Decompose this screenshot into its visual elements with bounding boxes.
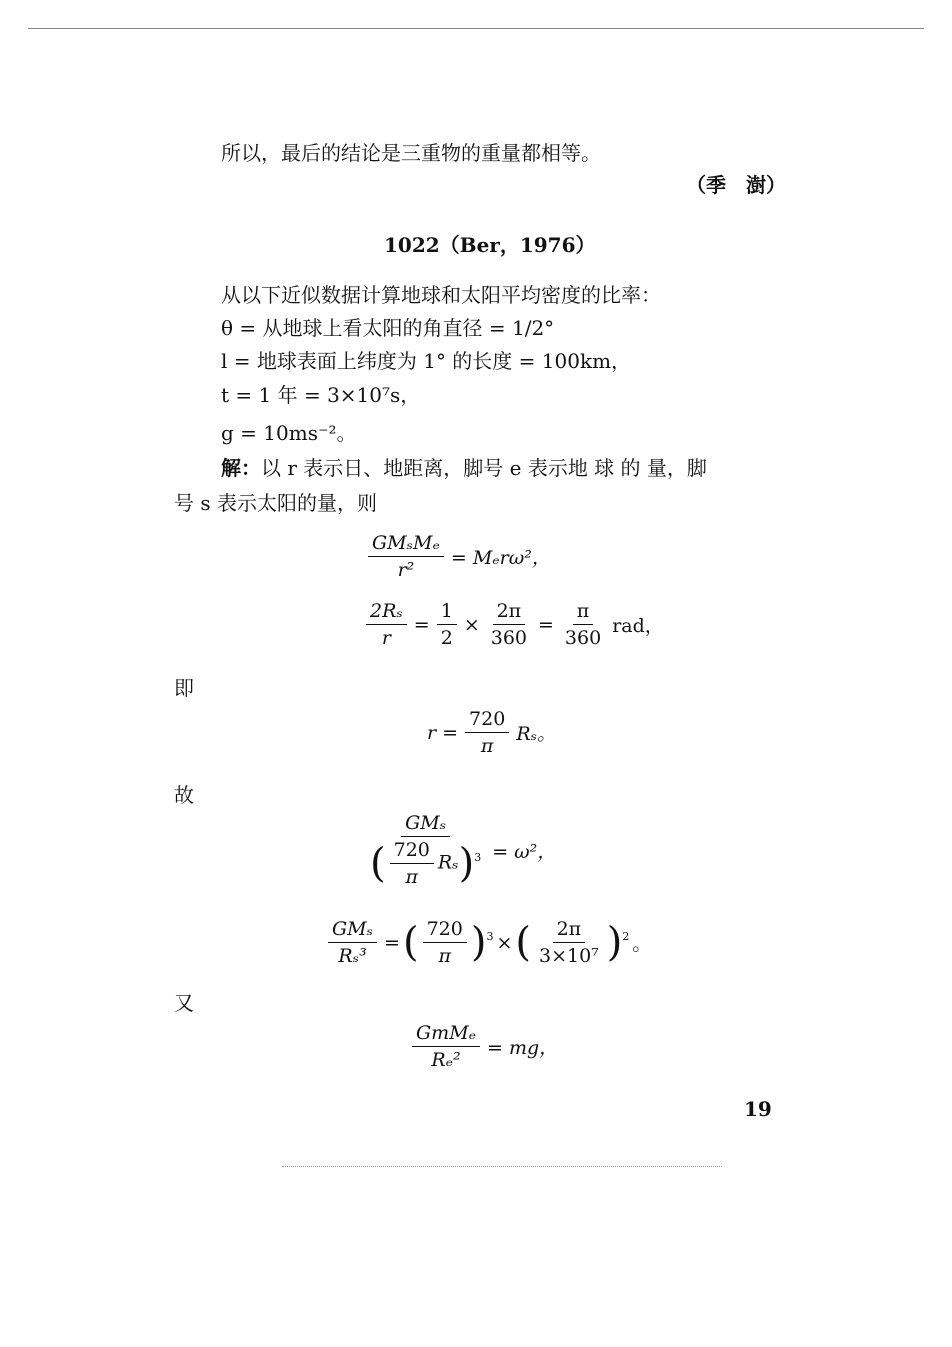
- given-theta: θ = 从地球上看太阳的角直径 = 1/2°: [221, 316, 555, 340]
- eq4-power: 3: [474, 851, 482, 865]
- eq2-den3: 360: [490, 627, 527, 649]
- eq4-inner-den: π: [405, 866, 418, 888]
- eq4-rhs: = ω²，: [492, 840, 557, 863]
- solution-line-2: 号 s 表示太阳的量，则: [174, 491, 377, 515]
- eq3-num: 720: [465, 708, 509, 733]
- equation-1: [364, 532, 554, 581]
- eq4-inner-num: 720: [390, 839, 434, 864]
- eq5-den3: 3×10⁷: [538, 945, 599, 967]
- author-credit: （季 澍）: [686, 173, 786, 197]
- word-gu: 故: [174, 783, 194, 807]
- eq6-num: GmMₑ: [412, 1022, 480, 1047]
- eq4-inner-tail: Rₛ: [437, 851, 459, 874]
- eq5-num2: 720: [423, 918, 467, 943]
- eq5-num: GMₛ: [328, 918, 377, 943]
- solution-label: 解：: [221, 456, 261, 480]
- equation-4: GMₛ ( $\frac{720}{\pi}$ Rₛ)$^3$ = ω²，: [370, 812, 557, 888]
- top-rule: [28, 28, 924, 29]
- problem-intro: 从以下近似数据计算地球和太阳平均密度的比率：: [221, 283, 661, 307]
- eq2-num2: 1: [437, 600, 457, 625]
- problem-header: 1022（Ber，1976）: [384, 233, 596, 257]
- equation-6: [408, 1022, 561, 1071]
- eq2-num3: 2π: [493, 600, 526, 625]
- equation-2: $\frac{\text{2Rₛ}}{r}$ = $\frac{1}{2}$ × $\frac{2\pi}{360}$ = $\frac{\pi}{360}$ rad，: [362, 600, 667, 649]
- eq2-den2: 2: [440, 627, 453, 649]
- eq3-tail: Rₛ。: [516, 723, 557, 745]
- eq3-den: π: [480, 735, 494, 757]
- eq5-tail: 。: [632, 933, 652, 955]
- equation-5: $\frac{\text{GMₛ}}{\text{Rₛ³}}$ =( $\frac{720}{\pi}$ )$^3$ ×( $\frac{2\pi}{\text{3×10⁷}}$ )$^2$ 。: [324, 918, 654, 967]
- eq4-num: GMₛ: [401, 812, 450, 837]
- eq2-num4: π: [573, 600, 594, 625]
- given-gravity: g = 10ms⁻²。: [221, 421, 357, 445]
- eq6-den: Rₑ²: [431, 1049, 461, 1071]
- equation-3: [424, 708, 559, 757]
- eq6-rhs: = mg，: [487, 1037, 559, 1059]
- eq3-lhs: r =: [427, 721, 459, 744]
- eq1-denominator: r²: [397, 559, 415, 581]
- given-time: t = 1 年 = 3×10⁷s，: [221, 383, 421, 407]
- word-ji: 即: [174, 676, 194, 700]
- eq5-power1: 3: [486, 930, 494, 944]
- eq2-den1: r: [381, 627, 391, 649]
- scan-artifact-line: [282, 1166, 722, 1167]
- eq5-den: Rₛ³: [338, 945, 367, 967]
- eq2-num1: 2Rₛ: [366, 600, 407, 625]
- eq1-rhs: = Mₑrω²，: [450, 547, 551, 569]
- eq2-den4: 360: [564, 627, 602, 649]
- solution-text-1: 以 r 表示日、地距离，脚号 e 表示地 球 的 量，脚: [261, 456, 707, 480]
- eq1-numerator: GMₛMₑ: [368, 532, 444, 557]
- eq5-den2: π: [438, 945, 451, 967]
- eq5-power2: 2: [622, 930, 630, 944]
- eq5-num3: 2π: [553, 918, 586, 943]
- page-number: 19: [744, 1097, 772, 1121]
- solution-line-1: [221, 455, 707, 481]
- conclusion-line: 所以，最后的结论是三重物的重量都相等。: [221, 141, 601, 165]
- given-length: l = 地球表面上纬度为 1° 的长度 = 100km，: [221, 349, 632, 373]
- eq2-tail: rad，: [612, 615, 664, 637]
- word-you: 又: [174, 991, 194, 1015]
